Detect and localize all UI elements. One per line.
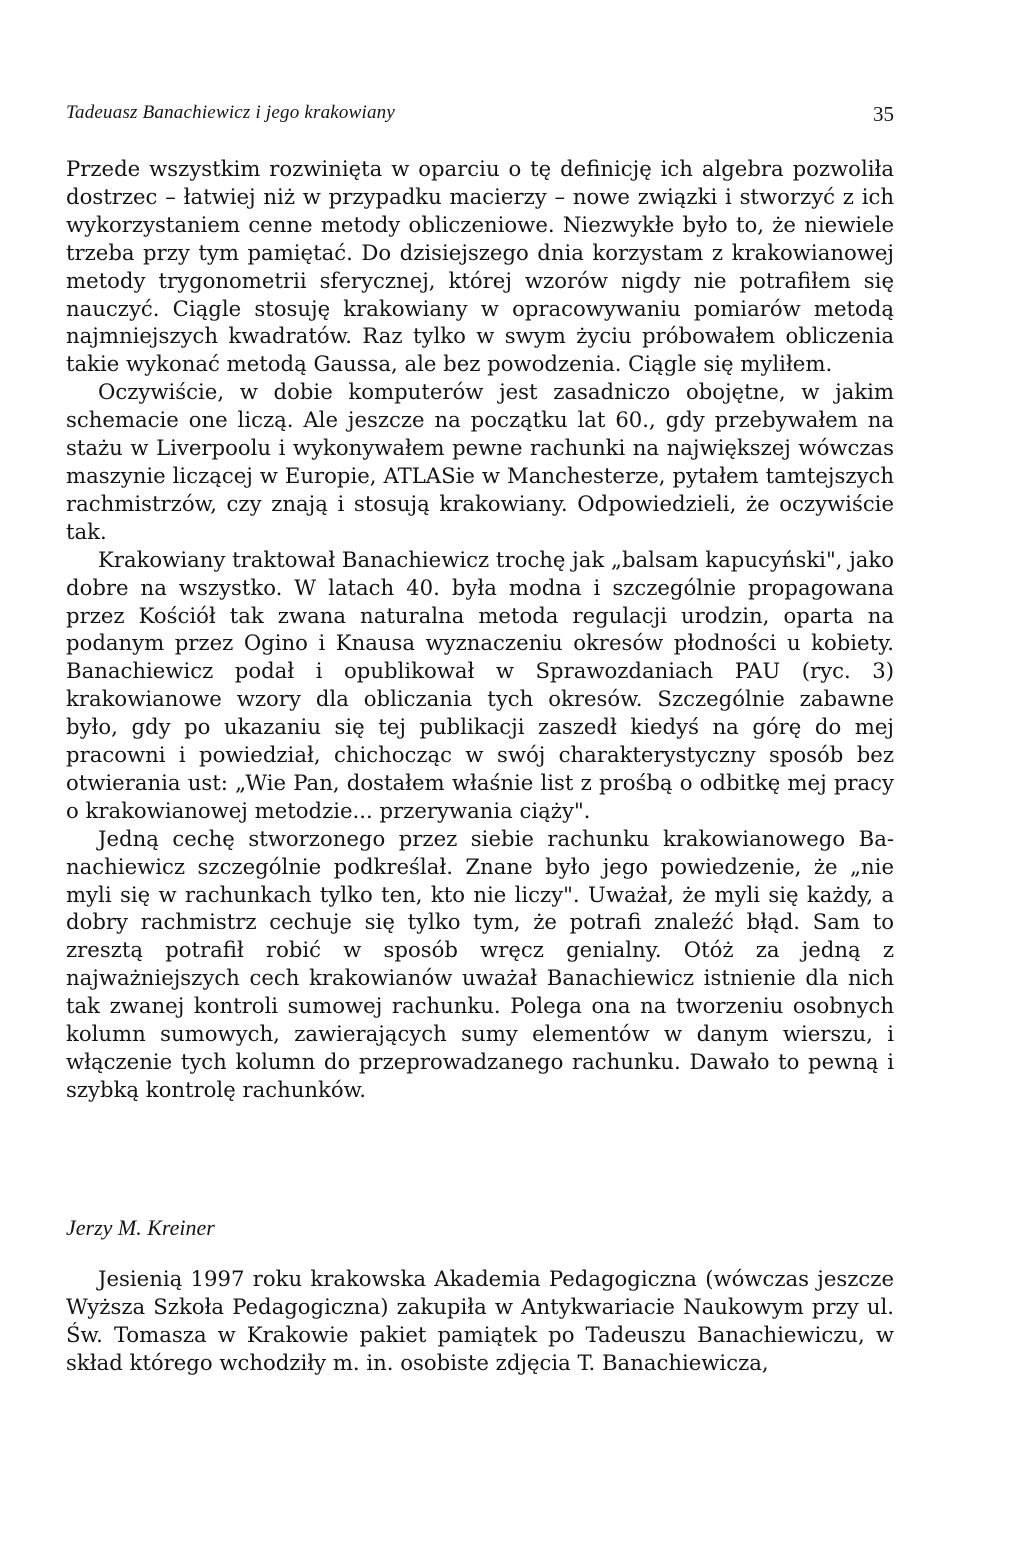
document-page [66, 0, 894, 1561]
page-number: 35 [873, 102, 894, 126]
author-signature: Jerzy M. Kreiner [66, 1215, 215, 1240]
paragraph-4: Jedną cechę stworzonego przez siebie rachunku krakowianowego Banachiewicz szczególnie podkreślał. Znane było jego powiedzenie, że „nie myli się w rachunkach tylko ten, kto nie liczy". Uważał, że myli się każdy, a dobry rachmistrz cechuje się tylko tym, że potrafi znaleźć błąd. Sam to zresztą potrafił robić w sposób wręcz genialny. Otóż za jedną z najważniejszych cech krakowianów uważał Banachiewicz istnienie dla nich tak zwanej kontroli sumowej rachunku. Polega ona na tworzeniu osobnych kolumn sumowych, zawierających sumy elementów w danym wierszu, i włączenie tych kolumn do przeprowadzanego rachunku. Dawało to pewną i szybką kontrolę rachunków. [66, 825, 894, 1102]
body-text-section-one [66, 155, 894, 1104]
paragraph-1: Przede wszystkim rozwinięta w oparciu o tę definicję ich algebra pozwoliła dostrzec – łatwiej niż w przypadku macierzy – nowe związki i stworzyć z ich wykorzystaniem cenne metody obliczeniowe. Niezwykłe było to, że niewiele trzeba przy tym pamiętać. Do dzisiejszego dnia korzystam z krakowianowej metody trygonometrii sferycznej, której wzorów nigdy nie potrafiłem się nauczyć. Ciągle stosuję krakowiany w opracowywaniu pomiarów metodą najmniejszych kwadratów. Raz tylko w swym życiu próbowałem obliczenia takie wykonać metodą Gaussa, ale bez powodzenia. Ciągle się myliłem. [66, 156, 894, 377]
running-header [66, 102, 894, 132]
body-text-section-two [66, 1265, 894, 1377]
paragraph-5: Jesienią 1997 roku krakowska Akademia Pedagogiczna (wówczas jeszcze Wyższa Szkoła Pedagogiczna) zakupiła w Antykwariacie Naukowym przy ul. Św. Tomasza w Krakowie pakiet pamiątek po Tadeuszu Banachiewiczu, w skład którego wchodziły m. in. osobiste zdjęcia T. Banachiewicza, [66, 1266, 894, 1375]
paragraph-3: Krakowiany traktował Banachiewicz trochę jak „balsam kapucyński", jako dobre na wszystko. W latach 40. była modna i szczególnie propagowana przez Kościół tak zwana naturalna metoda regulacji urodzin, oparta na podanym przez Ogino i Knausa wyznaczeniu okresów płodności u kobiety. Banachiewicz podał i opublikował w Sprawozdaniach PAU (ryc. 3) krakowianowe wzory dla obliczania tych okresów. Szczególnie zabawne było, gdy po ukazaniu się tej publikacji zaszedł kiedyś na górę do mej pracowni i powiedział, chichocząc w swój charakterystyczny sposób bez otwierania ust: „Wie Pan, dostałem właśnie list z prośbą o odbitkę mej pracy o krakowianowej metodzie... przerywania ciąży". [66, 546, 894, 823]
paragraph-2: Oczywiście, w dobie komputerów jest zasadniczo obojętne, w jakim schemacie one liczą. Ale jeszcze na początku lat 60., gdy przebywałem na stażu w Liverpoolu i wykonywałem pewne rachunki na największej wówczas maszynie liczącej w Europie, ATLASie w Manchesterze, pytałem tamtejszych rachmistrzów, czy znają i stosują krakowiany. Odpowiedzieli, że oczywiście tak. [66, 379, 894, 544]
running-title: Tadeuasz Banachiewicz i jego krakowiany [66, 102, 396, 123]
